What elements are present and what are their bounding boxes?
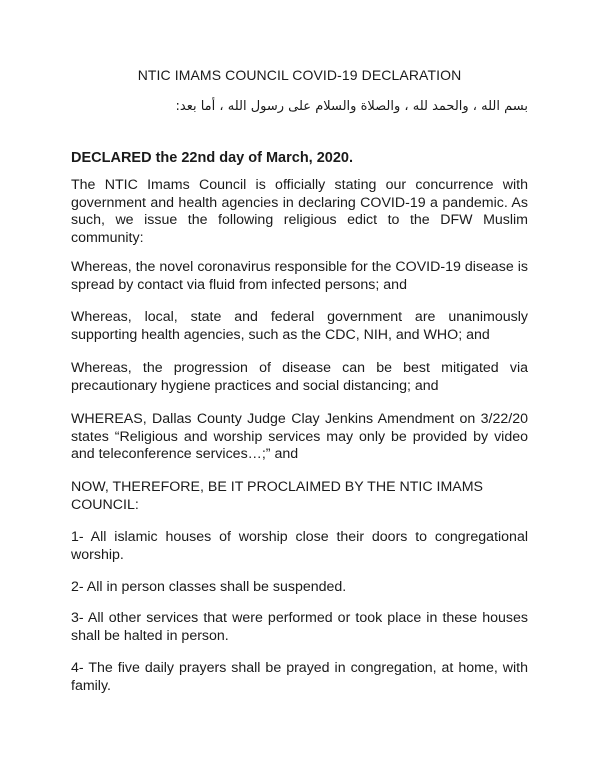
whereas-paragraph-2: Whereas, local, state and federal government are unanimously supporting health agencies, such as the CDC, NIH, and WHO; and [71, 309, 528, 343]
list-item-4: 4- The five daily prayers shall be prayed in congregation, at home, with family. [71, 660, 528, 694]
document-title: NTIC IMAMS COUNCIL COVID-19 DECLARATION [137, 67, 462, 83]
list-item-3: 3- All other services that were performed or took place in these houses shall be halted in person. [71, 610, 528, 644]
list-item-1: 1- All islamic houses of worship close their doors to congregational worship. [71, 529, 528, 563]
list-item-2: 2- All in person classes shall be suspended. [71, 579, 347, 595]
whereas-paragraph-4: WHEREAS, Dallas County Judge Clay Jenkins Amendment on 3/22/20 states “Religious and worship services may only be provided by video and teleconference services…;” and [71, 411, 528, 462]
declaration-date: DECLARED the 22nd day of March, 2020. [71, 150, 354, 166]
whereas-paragraph-1: Whereas, the novel coronavirus responsible for the COVID-19 disease is spread by contact via fluid from infected persons; and [71, 259, 528, 293]
whereas-paragraph-3: Whereas, the progression of disease can be best mitigated via precautionary hygiene practices and social distancing; and [71, 360, 528, 394]
arabic-opening: بسم الله ، والحمد لله ، والصلاة والسلام على رسول الله ، أما بعد: [175, 99, 528, 114]
intro-paragraph: The NTIC Imams Council is officially stating our concurrence with government and health agencies in declaring COVID-19 a pandemic. As such, we issue the following religious edict to the DFW Muslim community: [71, 177, 528, 246]
proclamation-paragraph: NOW, THEREFORE, BE IT PROCLAIMED BY THE NTIC IMAMS COUNCIL: [71, 479, 484, 513]
